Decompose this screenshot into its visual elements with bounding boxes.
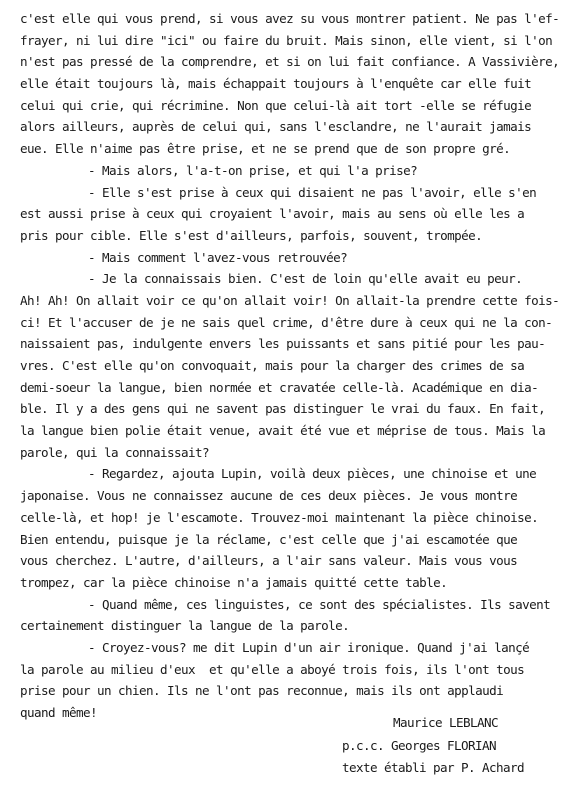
signature-author: Maurice LEBLANC [393, 715, 499, 730]
text-line: Ah! Ah! On allait voir ce qu'on allait voir! On allait-la prendre cette fois- [20, 292, 560, 308]
text-line: trompez, car la pièce chinoise n'a jamais quitté cette table. [20, 574, 448, 590]
text-line: elle était toujours là, mais échappait toujours à l'enquête car elle fuit [20, 76, 532, 92]
dialogue-line: - Croyez-vous? me dit Lupin d'un air ironique. Quand j'ai lançé [88, 639, 530, 655]
dialogue-line: - Quand même, ces linguistes, ce sont des spécialistes. Ils savent [88, 596, 551, 612]
text-line: eue. Elle n'aime pas être prise, et ne se prend que de son propre gré. [20, 141, 511, 157]
text-line: ble. Il y a des gens qui ne savent pas distinguer le vrai du faux. En fait, [20, 401, 546, 417]
dialogue-line: - Mais alors, l'a-t-on prise, et qui l'a prise? [88, 162, 418, 178]
body-text [20, 8, 565, 724]
text-line: quand même! [20, 705, 98, 720]
text-line: parole, qui la connaissait? [20, 444, 210, 460]
text-line: Bien entendu, puisque je la réclame, c'est celle que j'ai escamotée que [20, 531, 518, 547]
text-line: c'est elle qui vous prend, si vous avez su vous montrer patient. Ne pas l'ef- [20, 11, 560, 26]
text-line: japonaise. Vous ne connaissez aucune de ces deux pièces. Je vous montre [20, 488, 518, 504]
text-line: vous cherchez. L'autre, d'ailleurs, a l'air sans valeur. Mais vous vous [20, 553, 518, 569]
text-line: celui qui crie, qui récrimine. Non que celui-là ait tort -elle se réfugie [20, 97, 532, 113]
text-line: la parole au milieu d'eux et qu'elle a aboyé trois fois, ils l'ont tous [20, 661, 525, 677]
signature-established: texte établi par P. Achard [342, 760, 525, 775]
text-line: prise pour un chien. Ils ne l'ont pas reconnue, mais ils ont applaudi [20, 683, 504, 699]
text-line: n'est pas pressé de la comprendre, et si on lui fait confiance. A Vassivière, [20, 54, 560, 70]
text-line: alors ailleurs, auprès de celui qui, sans l'esclandre, ne l'aurait jamais [20, 119, 532, 135]
text-line: ci! Et l'accuser de je ne sais quel crime, d'être dure à ceux qui ne la con- [20, 314, 553, 330]
text-line: demi-soeur la langue, bien normée et cravatée celle-là. Académique en dia- [20, 379, 539, 395]
text-line: celle-là, et hop! je l'escamote. Trouvez-moi maintenant la pièce chinoise. [20, 509, 539, 525]
signature-pcc: p.c.c. Georges FLORIAN [342, 737, 497, 753]
dialogue-line: - Je la connaissais bien. C'est de loin qu'elle avait eu peur. [88, 271, 523, 287]
text-line: est aussi prise à ceux qui croyaient l'avoir, mais au sens où elle les a [20, 206, 525, 222]
text-line: la langue bien polie était venue, avait été vue et méprise de tous. Mais la [20, 423, 546, 439]
text-line: pris pour cible. Elle s'est d'ailleurs, parfois, souvent, trompée. [20, 227, 483, 243]
dialogue-line: - Regardez, ajouta Lupin, voilà deux pièces, une chinoise et une [88, 466, 537, 482]
text-line: naissaient pas, indulgente envers les puissants et sans pitié pour les pau- [20, 336, 546, 352]
signature-block [0, 712, 575, 780]
dialogue-line: - Elle s'est prise à ceux qui disaient ne pas l'avoir, elle s'en [88, 184, 537, 200]
dialogue-line: - Mais comment l'avez-vous retrouvée? [88, 249, 348, 265]
text-line: certainement distinguer la langue de la parole. [20, 618, 350, 634]
text-line: frayer, ni lui dire "ici" ou faire du bruit. Mais sinon, elle vient, si l'on [20, 32, 553, 48]
text-line: vres. C'est elle qu'on convoquait, mais pour la charger des crimes de sa [20, 358, 525, 373]
